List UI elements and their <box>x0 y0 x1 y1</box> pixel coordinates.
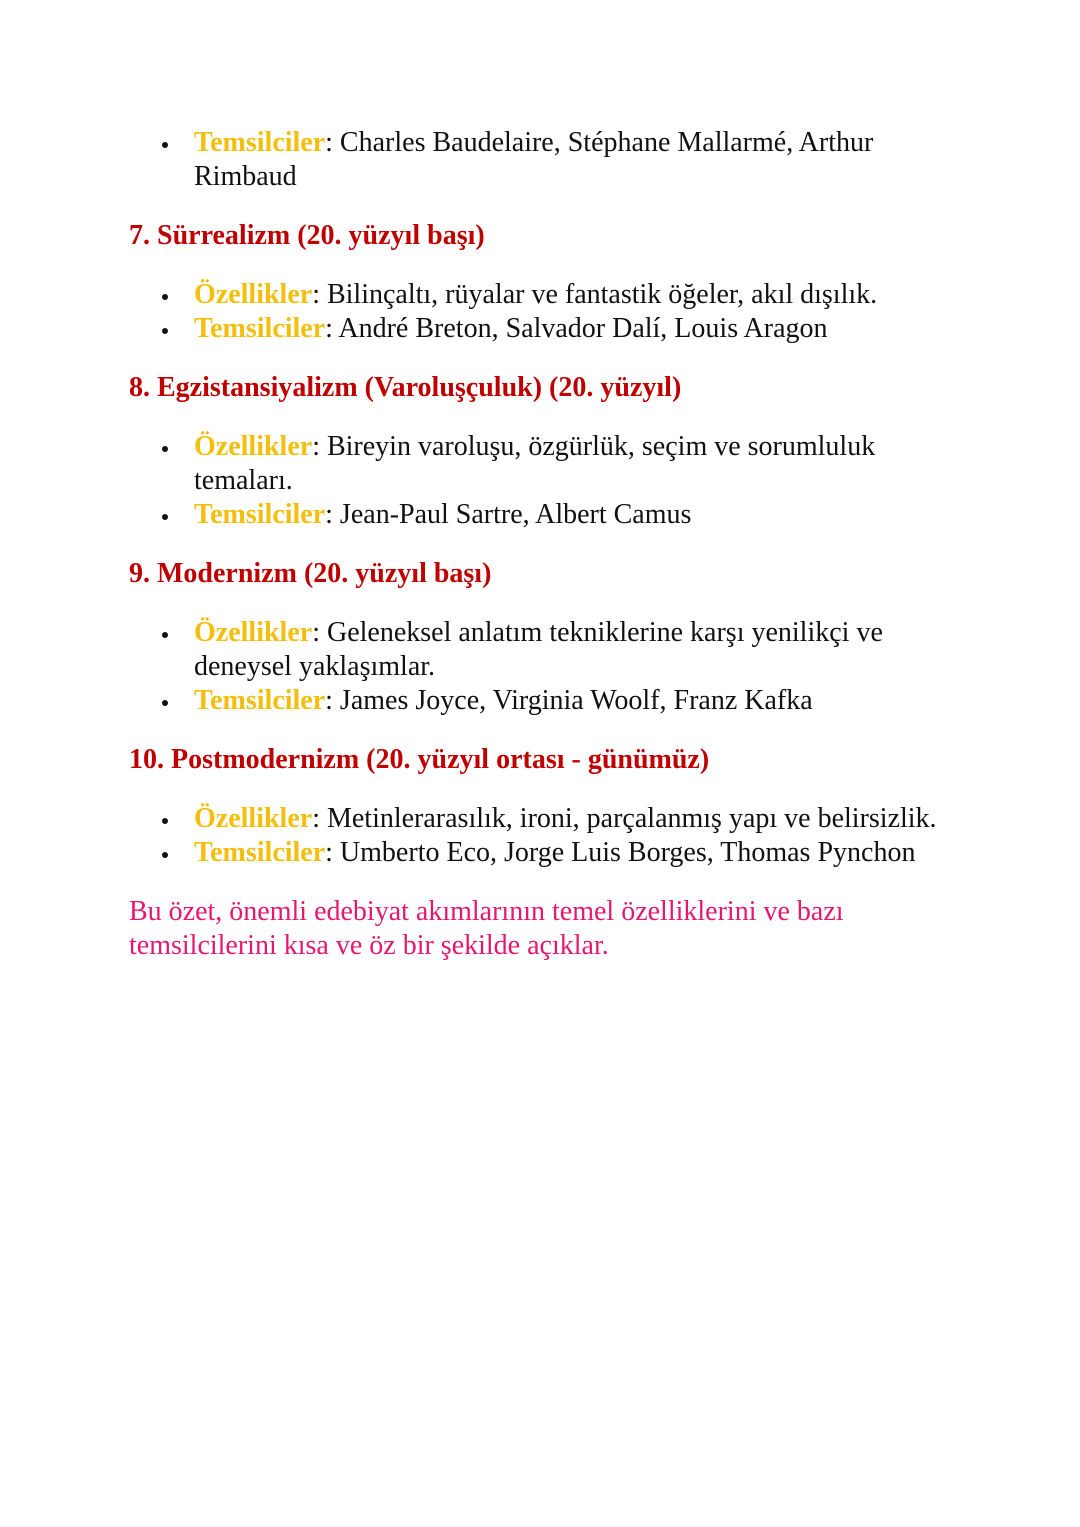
list-item-temsilciler <box>129 836 959 870</box>
list-item-temsilciler <box>129 126 959 194</box>
list-item-ozellikler <box>129 430 959 498</box>
list-postmodernizm <box>129 802 959 870</box>
section-heading-postmodernizm: 10. Postmodernizm (20. yüzyıl ortası - günümüz) <box>129 744 710 775</box>
list-surrealizm <box>129 278 959 346</box>
temsilciler-label: Temsilciler <box>194 127 326 158</box>
ozellikler-text: : Bireyin varoluşu, özgürlük, seçim ve sorumluluk temaları. <box>194 431 876 496</box>
ozellikler-text: : Geleneksel anlatım tekniklerine karşı yenilikçi ve deneysel yaklaşımlar. <box>194 617 883 682</box>
temsilciler-label: Temsilciler <box>194 837 326 868</box>
list-item-ozellikler <box>129 278 959 312</box>
ozellikler-text: : Bilinçaltı, rüyalar ve fantastik öğeler, akıl dışılık. <box>312 279 878 310</box>
list-item-ozellikler <box>129 802 959 836</box>
temsilciler-label: Temsilciler <box>194 499 326 530</box>
list-item-ozellikler <box>129 616 959 684</box>
summary-paragraph: Bu özet, önemli edebiyat akımlarının temel özelliklerini ve bazı temsilcilerini kısa ve öz bir şekilde açıklar. <box>129 896 844 961</box>
ozellikler-label: Özellikler <box>194 617 313 648</box>
temsilciler-label: Temsilciler <box>194 685 326 716</box>
ozellikler-label: Özellikler <box>194 279 313 310</box>
section-heading-surrealizm: 7. Sürrealizm (20. yüzyıl başı) <box>129 220 485 251</box>
temsilciler-text: : André Breton, Salvador Dalí, Louis Aragon <box>325 313 828 344</box>
temsilciler-text: : Jean-Paul Sartre, Albert Camus <box>325 499 692 530</box>
list-modernizm <box>129 616 959 718</box>
list-symbolism-continued <box>129 126 959 194</box>
temsilciler-text: : Umberto Eco, Jorge Luis Borges, Thomas Pynchon <box>325 837 916 868</box>
section-heading-egzistansiyalizm: 8. Egzistansiyalizm (Varoluşçuluk) (20. yüzyıl) <box>129 372 682 403</box>
list-item-temsilciler <box>129 498 959 532</box>
section-heading-modernizm: 9. Modernizm (20. yüzyıl başı) <box>129 558 492 589</box>
list-item-temsilciler <box>129 684 959 718</box>
document-content <box>129 126 959 963</box>
list-egzistansiyalizm <box>129 430 959 532</box>
temsilciler-label: Temsilciler <box>194 313 326 344</box>
ozellikler-label: Özellikler <box>194 431 313 462</box>
temsilciler-text: : James Joyce, Virginia Woolf, Franz Kafka <box>325 685 813 716</box>
list-item-temsilciler <box>129 312 959 346</box>
temsilciler-text: : Charles Baudelaire, Stéphane Mallarmé, Arthur Rimbaud <box>194 127 874 192</box>
ozellikler-label: Özellikler <box>194 803 313 834</box>
ozellikler-text: : Metinlerarasılık, ironi, parçalanmış yapı ve belirsizlik. <box>312 803 937 834</box>
